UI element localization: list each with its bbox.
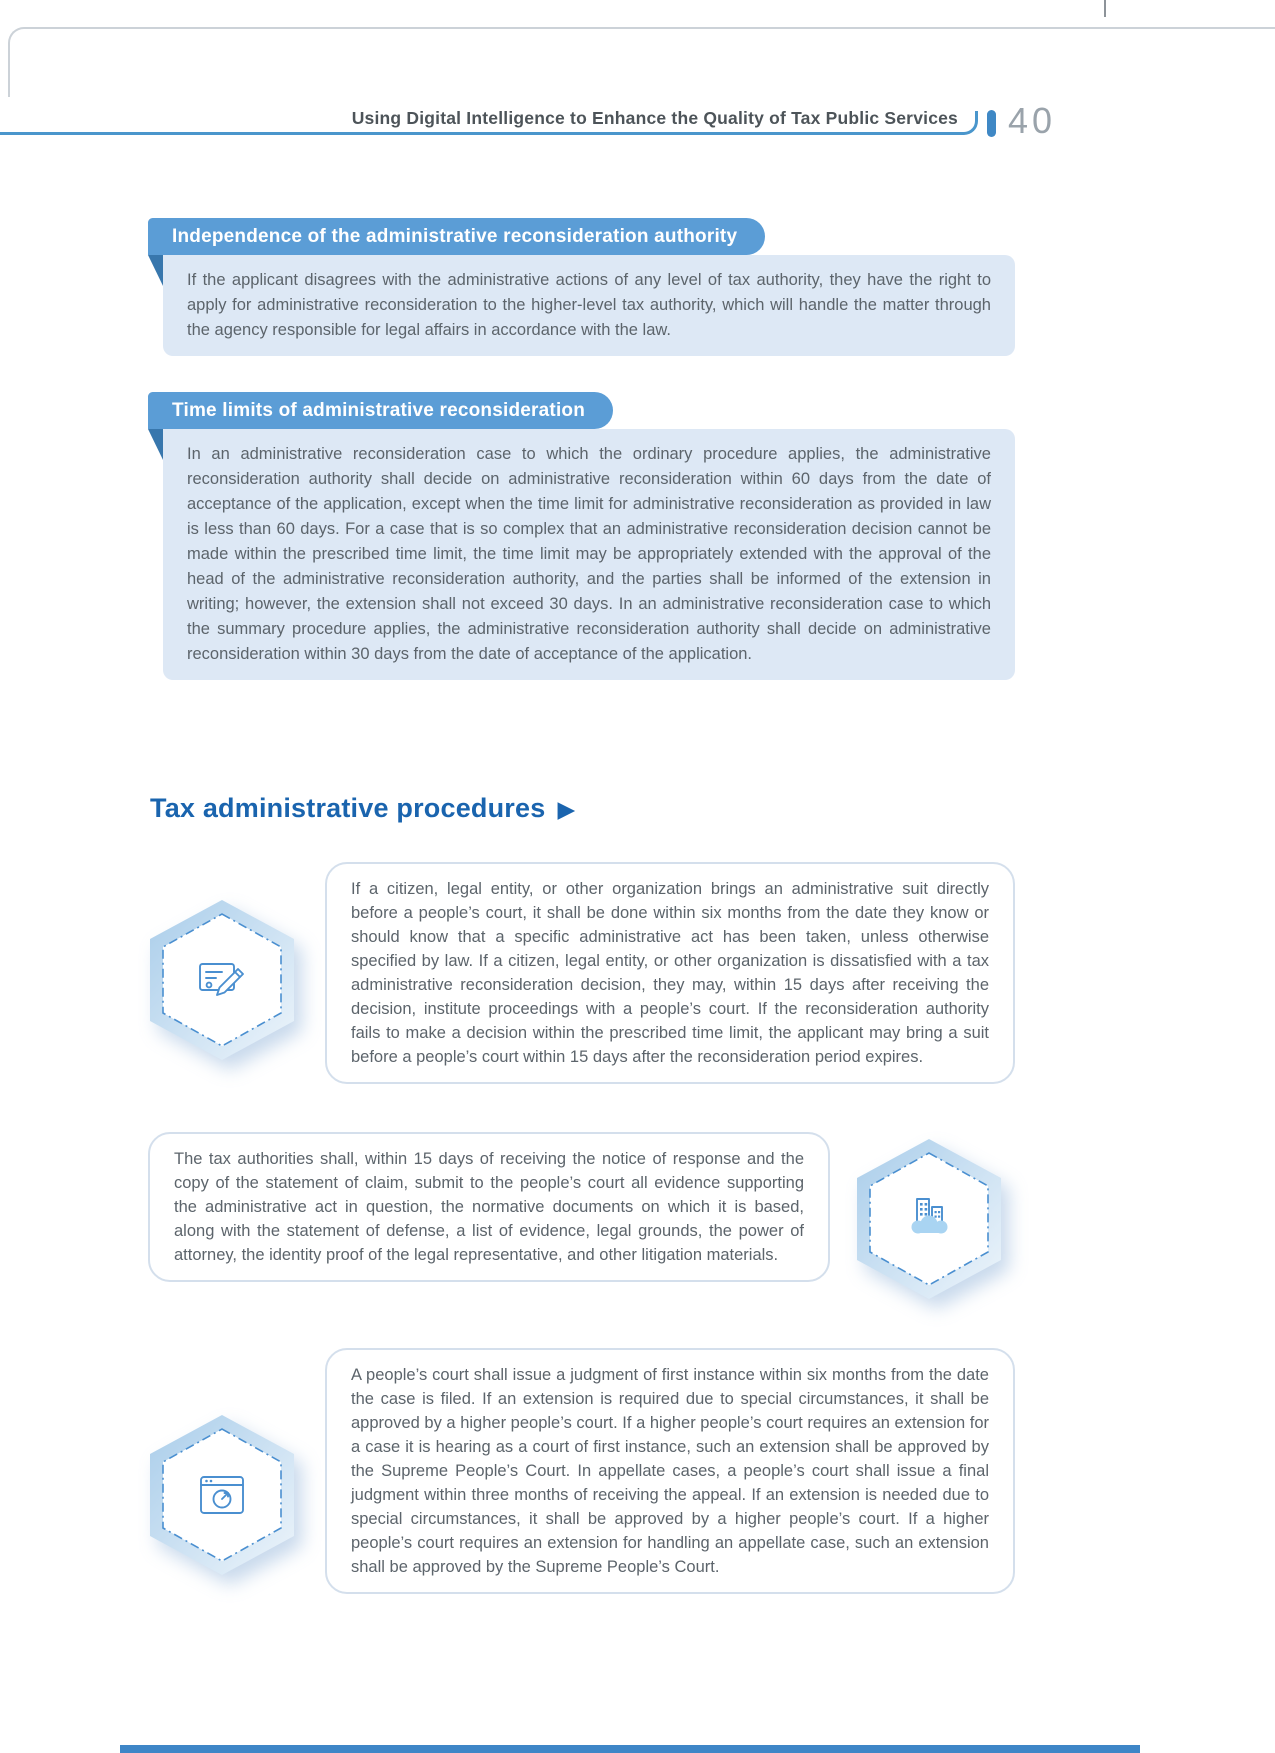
header-divider-bar bbox=[987, 110, 996, 137]
hexagon-badge bbox=[148, 898, 296, 1062]
header-title: Using Digital Intelligence to Enhance the Quality of Tax Public Services bbox=[351, 108, 958, 128]
city-cloud-icon bbox=[855, 1137, 1003, 1301]
tax-administrative-procedures-heading bbox=[150, 793, 575, 824]
bottom-accent-bar bbox=[120, 1745, 1140, 1753]
infobox-time-limits: In an administrative reconsideration case to which the ordinary procedure applies, the administrative reconsideration authority shall decide on administrative reconsideration within 60 days from the date of acceptance of the application, except when the time limit for administrative reconsideration as provided in law is less than 60 days. For a case that is so complex that an administrative reconsideration decision cannot be made within the prescribed time limit, the time limit may be appropriately extended with the approval of the head of the administrative reconsideration authority, and the parties shall be informed of the extension in writing; however, the extension shall not exceed 30 days. In an administrative reconsideration case to which the summary procedure applies, the administrative reconsideration authority shall decide on administrative reconsideration within 30 days from the date of acceptance of the application. bbox=[163, 429, 1015, 680]
gauge-window-icon bbox=[148, 1413, 296, 1577]
crop-tick-mark bbox=[1104, 0, 1106, 17]
certificate-pen-icon bbox=[148, 898, 296, 1062]
banner-fold-icon bbox=[148, 429, 164, 462]
page-frame-border bbox=[8, 27, 1275, 97]
arrow-right-icon: ▶ bbox=[557, 796, 576, 822]
procedure-card-suit-deadlines: If a citizen, legal entity, or other organization brings an administrative suit directly before a people’s court, it shall be done within six months from the date they know or should know that a specific administrative act has been taken, unless otherwise specified by law. If a citizen, legal entity, or other organization is dissatisfied with a tax administrative reconsideration decision, they may, within 15 days after receiving the decision, institute proceedings with a people’s court. If the reconsideration authority fails to make a decision within the prescribed time limit, the applicant may bring a suit before a people’s court within 15 days after the reconsideration period expires. bbox=[325, 862, 1015, 1084]
banner-fold-icon bbox=[148, 255, 164, 288]
page-number: 40 bbox=[1008, 100, 1057, 141]
banner-time-limits: Time limits of administrative reconsideration bbox=[148, 392, 613, 429]
hexagon-badge bbox=[855, 1137, 1003, 1301]
hexagon-badge bbox=[148, 1413, 296, 1577]
infobox-independence: If the applicant disagrees with the administrative actions of any level of tax authority, they have the right to apply for administrative reconsideration to the higher-level tax authority, which will handle the matter through the agency responsible for legal affairs in accordance with the law. bbox=[163, 255, 1015, 356]
procedure-card-judgment-deadlines: A people’s court shall issue a judgment of first instance within six months from the date the case is filed. If an extension is required due to special circumstances, it shall be approved by a higher people’s court. If a higher people’s court requires an extension for a case it is hearing as a court of first instance, such an extension shall be approved by the Supreme People’s Court. In appellate cases, a people’s court shall issue a final judgment within three months of receiving the appeal. If an extension is needed due to special circumstances, it shall be approved by a higher people’s court. If a higher people’s court requires an extension for handling an appellate case, such an extension shall be approved by the Supreme People’s Court. bbox=[325, 1348, 1015, 1594]
procedure-card-evidence-submission: The tax authorities shall, within 15 days of receiving the notice of response and the copy of the statement of claim, submit to the people’s court all evidence supporting the administrative act in question, the normative documents on which it is based, along with the statement of defense, a list of evidence, legal grounds, the power of attorney, the identity proof of the legal representative, and other litigation materials. bbox=[148, 1132, 830, 1282]
banner-independence: Independence of the administrative reconsideration authority bbox=[148, 218, 765, 255]
heading-label: Tax administrative procedures bbox=[150, 793, 546, 823]
